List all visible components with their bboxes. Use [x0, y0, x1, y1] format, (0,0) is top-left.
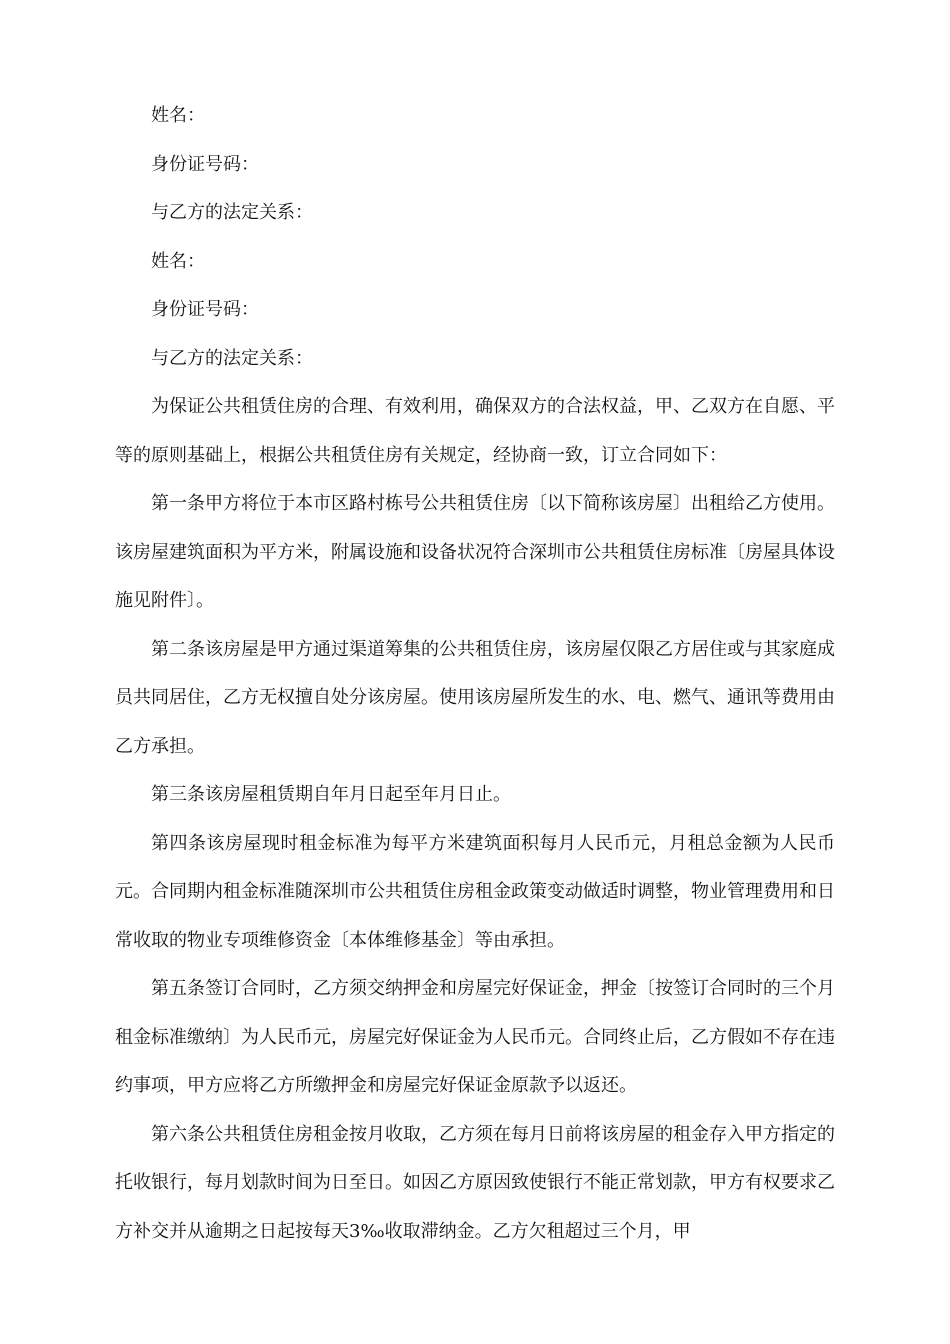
article-6-paragraph: 第六条公共租赁住房租金按月收取，乙方须在每月日前将该房屋的租金存入甲方指定的托收银行，每月划款时间为日至日。如因乙方原因致使银行不能正常划款，甲方有权要求乙方补交并从逾期之日起按每天3‰收取滞纳金。乙方欠租超过三个月，甲	[115, 1123, 835, 1242]
field-id-number-2: 身份证号码：	[151, 299, 259, 320]
preamble-paragraph: 为保证公共租赁住房的合理、有效利用，确保双方的合法权益，甲、乙双方在自愿、平等的原则基础上，根据公共租赁住房有关规定，经协商一致，订立合同如下：	[115, 396, 835, 466]
article-3-paragraph: 第三条该房屋租赁期自年月日起至年月日止。	[151, 784, 511, 805]
article-2-paragraph: 第二条该房屋是甲方通过渠道筹集的公共租赁住房，该房屋仅限乙方居住或与其家庭成员共同居住，乙方无权擅自处分该房屋。使用该房屋所发生的水、电、燃气、通讯等费用由乙方承担。	[115, 638, 835, 757]
field-id-number-1: 身份证号码：	[151, 153, 259, 175]
field-relation-1: 与乙方的法定关系：	[151, 202, 313, 223]
field-name-1: 姓名：	[151, 105, 205, 126]
field-name-2: 姓名：	[151, 250, 205, 272]
contract-page	[115, 92, 835, 1256]
article-5-paragraph: 第五条签订合同时，乙方须交纳押金和房屋完好保证金，押金〔按签订合同时的三个月租金标准缴纳〕为人民币元，房屋完好保证金为人民币元。合同终止后，乙方假如不存在违约事项，甲方应将乙方所缴押金和房屋完好保证金原款予以返还。	[115, 978, 835, 1096]
field-relation-2: 与乙方的法定关系：	[151, 347, 313, 369]
article-4-paragraph: 第四条该房屋现时租金标准为每平方米建筑面积每月人民币元，月租总金额为人民币元。合同期内租金标准随深圳市公共租赁住房租金政策变动做适时调整，物业管理费用和日常收取的物业专项维修资金〔本体维修基金〕等由承担。	[115, 832, 835, 951]
article-1-paragraph: 第一条甲方将位于本市区路村栋号公共租赁住房〔以下简称该房屋〕出租给乙方使用。该房屋建筑面积为平方米，附属设施和设备状况符合深圳市公共租赁住房标准〔房屋具体设施见附件〕。	[115, 493, 835, 611]
